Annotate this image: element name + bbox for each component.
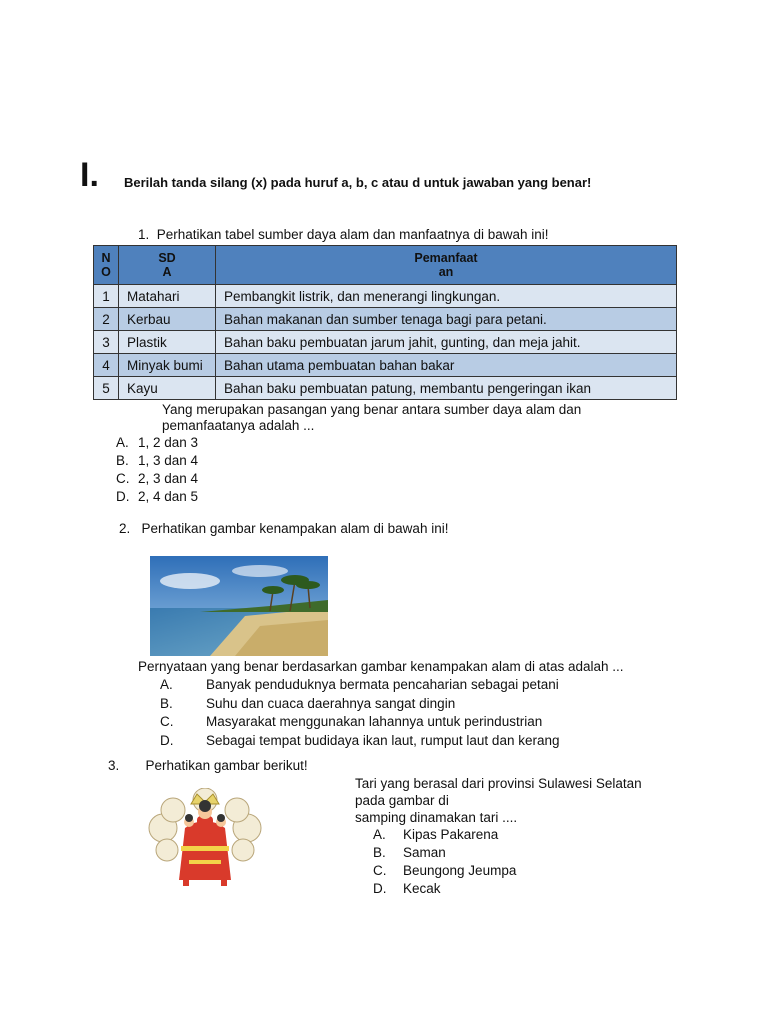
option-d[interactable]: D. Kecak xyxy=(373,881,441,896)
row-no: 5 xyxy=(94,377,119,400)
section-number: I. xyxy=(80,156,99,194)
option-d[interactable]: D. Sebagai tempat budidaya ikan laut, rumput laut dan kerang xyxy=(160,732,560,748)
question-2-options xyxy=(160,676,560,750)
question-2-prompt: 2. Perhatikan gambar kenampakan alam di bawah ini! xyxy=(119,521,449,536)
row-no: 1 xyxy=(94,285,119,308)
row-benefit: Bahan makanan dan sumber tenaga bagi para petani. xyxy=(216,308,677,331)
question-1-prompt-text: Perhatikan tabel sumber daya alam dan manfaatnya di bawah ini! xyxy=(156,227,549,242)
option-a[interactable]: A. Banyak penduduknya bermata pencaharian sebagai petani xyxy=(160,677,559,692)
question-1-options xyxy=(116,434,198,506)
option-d[interactable]: D. 2, 4 dan 5 xyxy=(116,489,199,504)
question-2-number: 2. xyxy=(119,521,131,536)
table-row xyxy=(94,285,677,308)
option-a[interactable]: A. Kipas Pakarena xyxy=(373,827,499,842)
row-sda: Minyak bumi xyxy=(119,354,216,377)
row-benefit: Bahan utama pembuatan bahan bakar xyxy=(216,354,677,377)
question-3-line-1: Tari yang berasal dari provinsi Sulawesi Selatan xyxy=(355,776,642,791)
row-sda: Plastik xyxy=(119,331,216,354)
option-a[interactable]: A. 1, 2 dan 3 xyxy=(116,435,199,450)
question-1-line-1: Yang merupakan pasangan yang benar antara sumber daya alam dan xyxy=(162,402,582,417)
row-no: 3 xyxy=(94,331,119,354)
question-1-line-2: pemanfaatanya adalah ... xyxy=(162,418,315,433)
header-sda: SD A xyxy=(119,246,216,285)
dance-image xyxy=(145,788,265,888)
row-benefit: Bahan baku pembuatan patung, membantu pengeringan ikan xyxy=(216,377,677,400)
question-1-text xyxy=(162,402,581,434)
question-1-number: 1. xyxy=(138,227,150,242)
question-3-options xyxy=(373,826,516,898)
table-row xyxy=(94,354,677,377)
question-3-prompt: 3. Perhatikan gambar berikut! xyxy=(108,758,308,773)
option-b[interactable]: B. Suhu dan cuaca daerahnya sangat dingin xyxy=(160,695,456,711)
header-no: N O xyxy=(94,246,119,285)
row-benefit: Pembangkit listrik, dan menerangi lingkungan. xyxy=(216,285,677,308)
option-b[interactable]: B. Saman xyxy=(373,845,446,860)
option-c[interactable]: C. Beungong Jeumpa xyxy=(373,863,517,878)
row-benefit: Bahan baku pembuatan jarum jahit, gunting, dan meja jahit. xyxy=(216,331,677,354)
table-row xyxy=(94,331,677,354)
question-3-text xyxy=(355,775,642,826)
option-c[interactable]: C. 2, 3 dan 4 xyxy=(116,471,199,486)
question-3-line-3: samping dinamakan tari .... xyxy=(355,810,518,825)
question-3-line-2: pada gambar di xyxy=(355,793,449,808)
row-no: 2 xyxy=(94,308,119,331)
table-row xyxy=(94,308,677,331)
beach-image xyxy=(150,556,328,656)
resource-table xyxy=(93,245,677,400)
section-instruction: Berilah tanda silang (x) pada huruf a, b, c atau d untuk jawaban yang benar! xyxy=(124,175,592,190)
option-b[interactable]: B. 1, 3 dan 4 xyxy=(116,453,199,468)
row-sda: Kayu xyxy=(119,377,216,400)
question-1-prompt xyxy=(138,226,549,244)
row-no: 4 xyxy=(94,354,119,377)
question-2-text: Pernyataan yang benar berdasarkan gambar kenampakan alam di atas adalah ... xyxy=(138,659,624,674)
question-3-number: 3. xyxy=(108,758,120,773)
table-row xyxy=(94,377,677,400)
table-header-row xyxy=(94,246,677,285)
row-sda: Kerbau xyxy=(119,308,216,331)
row-sda: Matahari xyxy=(119,285,216,308)
option-c[interactable]: C. Masyarakat menggunakan lahannya untuk perindustrian xyxy=(160,714,543,729)
header-benefit: Pemanfaat an xyxy=(216,246,677,285)
